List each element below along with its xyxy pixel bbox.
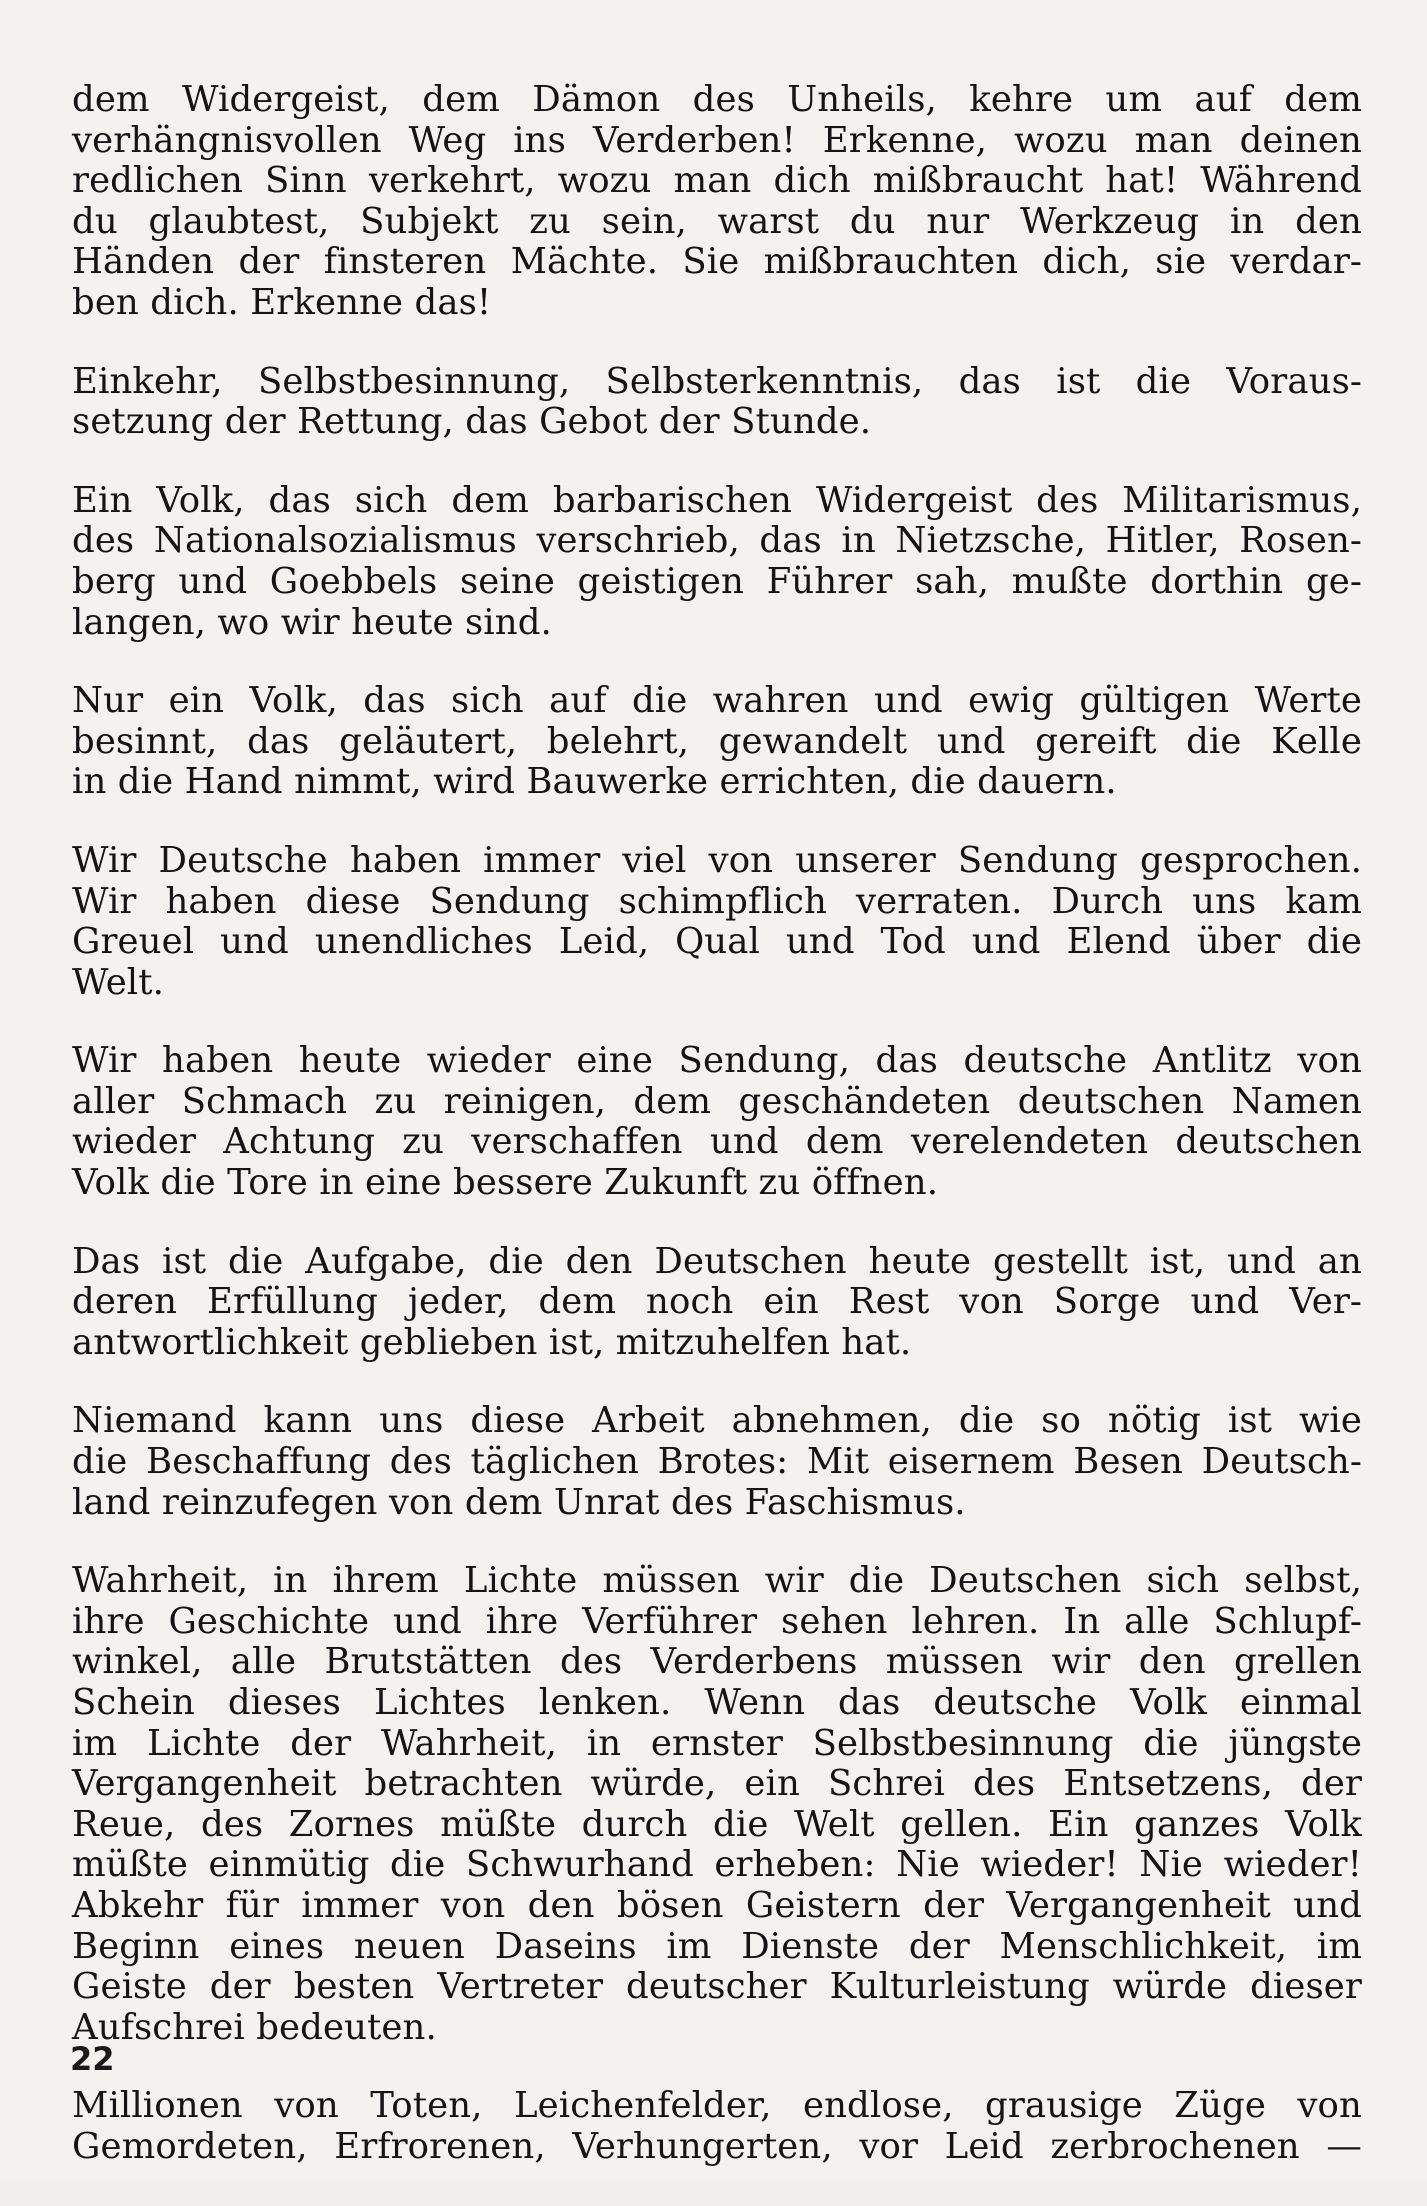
page-number: 22 bbox=[70, 2040, 115, 2078]
text-line: ben dich. Erkenne das! bbox=[72, 281, 492, 323]
text-line: Abkehr für immer von den bösen Geistern der Vergangenheit und bbox=[72, 1884, 1362, 1926]
text-line: Wir haben diese Sendung schimpflich verraten. Durch uns kam bbox=[72, 880, 1362, 922]
text-line: Wahrheit, in ihrem Lichte müssen wir die Deutschen sich selbst, bbox=[72, 1560, 1362, 1602]
text-line: Schein dieses Lichtes lenken. Wenn das deutsche Volk einmal bbox=[72, 1682, 1362, 1723]
text-line: verhängnisvollen Weg ins Verderben! Erkenne, wozu man deinen bbox=[72, 119, 1362, 161]
text-line: Beginn eines neuen Daseins im Dienste der Menschlichkeit, im bbox=[72, 1925, 1362, 1967]
text-line: wieder Achtung zu verschaffen und dem verelendeten deutschen bbox=[72, 1121, 1362, 1163]
text-line: Millionen von Toten, Leichenfelder, endlose, grausige Züge von bbox=[72, 2085, 1362, 2127]
text-line: Reue, des Zornes müßte durch die Welt gellen. Ein ganzes Volk bbox=[72, 1803, 1362, 1845]
text-line: land reinzufegen von dem Unrat des Faschismus. bbox=[72, 1481, 966, 1523]
text-line: besinnt, das geläutert, belehrt, gewandelt und gereift die Kelle bbox=[72, 720, 1362, 762]
paragraph bbox=[72, 80, 1362, 324]
paragraph bbox=[72, 481, 1362, 643]
text-line: winkel, alle Brutstätten des Verderbens müssen wir den grellen bbox=[72, 1641, 1362, 1683]
paragraph bbox=[72, 362, 1362, 443]
paragraph bbox=[72, 2086, 1362, 2167]
text-line: ihre Geschichte und ihre Verführer sehen lehren. In alle Schlupf- bbox=[72, 1600, 1362, 1642]
text-line: berg und Goebbels seine geistigen Führer sah, mußte dorthin ge- bbox=[72, 560, 1362, 602]
text-line: Ein Volk, das sich dem barbarischen Widergeist des Militarismus, bbox=[72, 479, 1362, 521]
paragraph bbox=[72, 1242, 1362, 1364]
text-line: Volk die Tore in eine bessere Zukunft zu öffnen. bbox=[72, 1162, 939, 1204]
text-line: in die Hand nimmt, wird Bauwerke errichten, die dauern. bbox=[72, 761, 1117, 803]
text-line: im Lichte der Wahrheit, in ernster Selbstbesinnung die jüngste bbox=[72, 1722, 1362, 1764]
paragraph bbox=[72, 1041, 1362, 1203]
text-line: Welt. bbox=[72, 961, 165, 1003]
text-line: langen, wo wir heute sind. bbox=[72, 601, 552, 643]
text-line: des Nationalsozialismus verschrieb, das in Nietzsche, Hitler, Rosen- bbox=[72, 520, 1362, 562]
text-line: aller Schmach zu reinigen, dem geschändeten deutschen Namen bbox=[72, 1080, 1362, 1122]
text-line: Das ist die Aufgabe, die den Deutschen heute gestellt ist, und an bbox=[72, 1240, 1362, 1282]
text-line: du glaubtest, Subjekt zu sein, warst du nur Werkzeug in den bbox=[72, 200, 1362, 242]
paragraph bbox=[72, 1561, 1362, 2048]
text-line: Greuel und unendliches Leid, Qual und Tod und Elend über die bbox=[72, 921, 1362, 963]
text-line: Einkehr, Selbstbesinnung, Selbsterkenntnis, das ist die Voraus- bbox=[72, 360, 1362, 402]
text-line: müßte einmütig die Schwurhand erheben: Nie wieder! Nie wieder! bbox=[72, 1844, 1362, 1886]
text-line: deren Erfüllung jeder, dem noch ein Rest von Sorge und Ver- bbox=[72, 1281, 1362, 1323]
text-line: Händen der finsteren Mächte. Sie mißbrauchten dich, sie verdar- bbox=[72, 241, 1362, 283]
text-line: Geiste der besten Vertreter deutscher Kulturleistung würde dieser bbox=[72, 1966, 1362, 2008]
text-line: Aufschrei bedeuten. bbox=[72, 2006, 437, 2048]
body-text bbox=[72, 80, 1362, 2206]
text-line: redlichen Sinn verkehrt, wozu man dich mißbraucht hat! Während bbox=[72, 160, 1362, 202]
text-line: setzung der Rettung, das Gebot der Stunde. bbox=[72, 401, 872, 443]
text-line: Niemand kann uns diese Arbeit abnehmen, die so nötig ist wie bbox=[72, 1400, 1362, 1442]
paragraph bbox=[72, 841, 1362, 1003]
text-line: Vergangenheit betrachten würde, ein Schrei des Entsetzens, der bbox=[72, 1763, 1362, 1805]
paragraph bbox=[72, 681, 1362, 803]
text-line: antwortlichkeit geblieben ist, mitzuhelfen hat. bbox=[72, 1321, 912, 1363]
paragraph bbox=[72, 1401, 1362, 1523]
text-line: Gemordeten, Erfrorenen, Verhungerten, vor Leid zerbrochenen — bbox=[72, 2125, 1362, 2167]
text-line: Wir haben heute wieder eine Sendung, das deutsche Antlitz von bbox=[72, 1040, 1362, 1082]
text-line: die Beschaffung des täglichen Brotes: Mit eisernem Besen Deutsch- bbox=[72, 1441, 1362, 1483]
text-line: dem Widergeist, dem Dämon des Unheils, kehre um auf dem bbox=[72, 79, 1362, 120]
text-line: Wir Deutsche haben immer viel von unserer Sendung gesprochen. bbox=[72, 839, 1362, 881]
text-line: Nur ein Volk, das sich auf die wahren und ewig gültigen Werte bbox=[72, 680, 1362, 722]
